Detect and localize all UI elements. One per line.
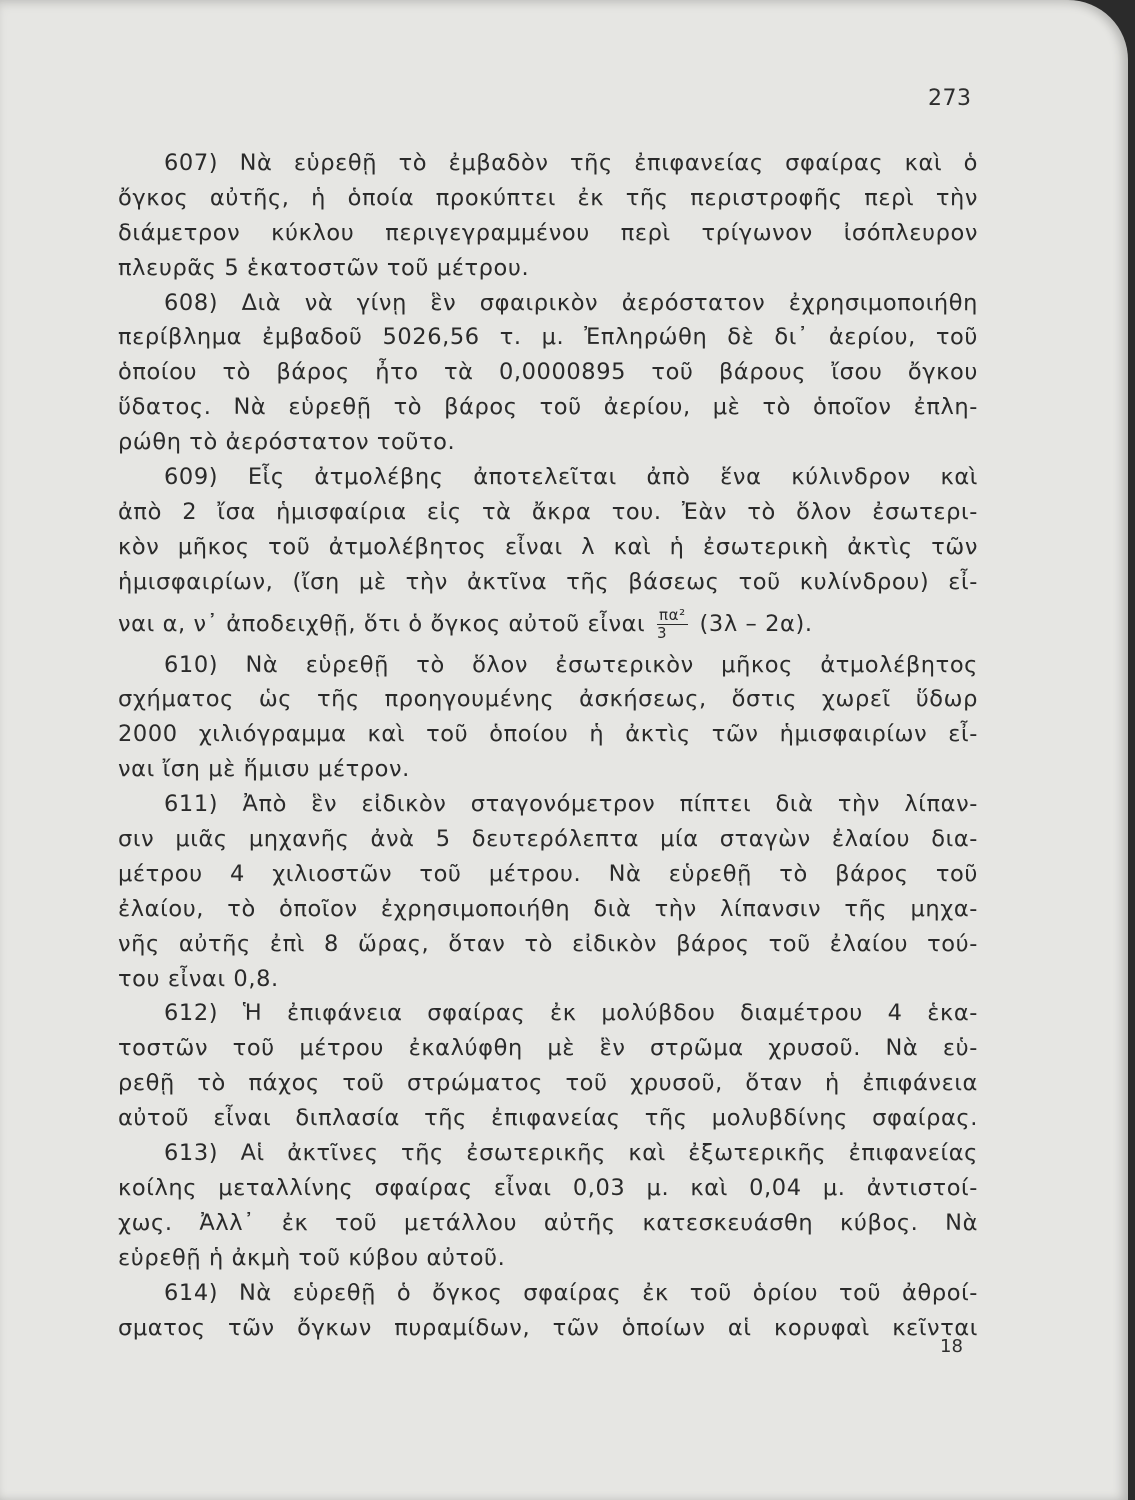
page-number: 273 — [928, 86, 972, 111]
text-line: 614) Νὰ εὑρεθῇ ὁ ὄγκος σφαίρας ἐκ τοῦ ὁρίου τοῦ ἀθροί- — [164, 1279, 978, 1306]
printer-signature-mark: 18 — [940, 1336, 963, 1357]
formula-tail: (3λ – 2α). — [699, 610, 813, 637]
page-body-text — [118, 146, 978, 1345]
text-line: κὸν μῆκος τοῦ ἀτμολέβητος εἶναι λ καὶ ἡ ἐσωτερικὴ ἀκτὶς τῶν — [118, 533, 978, 560]
fraction-denominator: 3 — [657, 624, 668, 643]
text-line: τοστῶν τοῦ μέτρου ἐκαλύφθη μὲ ἓν στρῶμα χρυσοῦ. Νὰ εὑ- — [118, 1035, 978, 1062]
text-line: ὁποίου τὸ βάρος ἦτο τὰ 0,0000895 τοῦ βάρους ἴσου ὄγκου — [118, 359, 978, 386]
text-line: 2000 χιλιόγραμμα καὶ τοῦ ὁποίου ἡ ἀκτὶς τῶν ἡμισφαιρίων εἶ- — [118, 721, 978, 748]
text-line: σματος τῶν ὄγκων πυραμίδων, τῶν ὁποίων αἱ κορυφαὶ κεῖνται — [118, 1314, 978, 1341]
text-line: 607) Νὰ εὑρεθῇ τὸ ἐμβαδὸν τῆς ἐπιφανείας σφαίρας καὶ ὁ — [164, 150, 978, 176]
text-line: 609) Εἷς ἀτμολέβης ἀποτελεῖται ἀπὸ ἕνα κύλινδρον καὶ — [164, 464, 978, 491]
fraction-numerator: πα² — [659, 606, 686, 625]
formula-line — [118, 600, 978, 648]
text-line: νῆς αὐτῆς ἐπὶ 8 ὥρας, ὅταν τὸ εἰδικὸν βάρος τοῦ ἐλαίου τού- — [118, 930, 978, 957]
text-line: περίβλημα ἐμβαδοῦ 5026,56 τ. μ. Ἐπληρώθη δὲ δι᾿ ἀερίου, τοῦ — [118, 324, 978, 351]
text-line: 612) Ἡ ἐπιφάνεια σφαίρας ἐκ μολύβδου διαμέτρου 4 ἑκα- — [164, 1000, 978, 1027]
text-line: του εἶναι 0,8. — [118, 965, 279, 992]
text-line: 613) Αἱ ἀκτῖνες τῆς ἐσωτερικῆς καὶ ἐξωτερικῆς ἐπιφανείας — [164, 1140, 978, 1167]
text-line: 608) Διὰ νὰ γίνῃ ἓν σφαιρικὸν ἀερόστατον ἐχρησιμοποιήθη — [164, 289, 978, 316]
text-line: μέτρου 4 χιλιοστῶν τοῦ μέτρου. Νὰ εὑρεθῇ τὸ βάρος τοῦ — [118, 860, 978, 887]
fraction — [657, 607, 688, 641]
text-line: χως. Ἀλλ᾿ ἐκ τοῦ μετάλλου αὐτῆς κατεσκευάσθη κύβος. Νὰ — [118, 1209, 978, 1236]
formula-lead-text: ναι α, ν᾿ ἀποδειχθῇ, ὅτι ὁ ὄγκος αὐτοῦ εἶναι — [118, 610, 646, 637]
text-line: σχήματος ὡς τῆς προηγουμένης ἀσκήσεως, ὅστις χωρεῖ ὕδωρ — [118, 686, 978, 713]
text-line: ἡμισφαιρίων, (ἴση μὲ τὴν ἀκτῖνα τῆς βάσεως τοῦ κυλίνδρου) εἶ- — [118, 568, 978, 595]
text-line: 611) Ἀπὸ ἓν εἰδικὸν σταγονόμετρον πίπτει διὰ τὴν λίπαν- — [164, 791, 978, 818]
text-line: πλευρᾶς 5 ἑκατοστῶν τοῦ μέτρου. — [118, 254, 530, 281]
text-line: αὐτοῦ εἶναι διπλασία τῆς ἐπιφανείας τῆς μολυβδίνης σφαίρας. — [118, 1105, 978, 1132]
text-line: κοίλης μεταλλίνης σφαίρας εἶναι 0,03 μ. καὶ 0,04 μ. ἀντιστοί- — [118, 1174, 978, 1201]
text-line: ἐλαίου, τὸ ὁποῖον ἐχρησιμοποιήθη διὰ τὴν λίπανσιν τῆς μηχα- — [118, 895, 978, 922]
text-line: 610) Νὰ εὑρεθῇ τὸ ὅλον ἐσωτερικὸν μῆκος ἀτμολέβητος — [164, 651, 978, 678]
text-line: ρεθῇ τὸ πάχος τοῦ στρώματος τοῦ χρυσοῦ, ὅταν ἡ ἐπιφάνεια — [118, 1070, 978, 1097]
text-line: ὄγκος αὐτῆς, ἡ ὁποία προκύπτει ἐκ τῆς περιστροφῆς περὶ τὴν — [118, 184, 978, 211]
text-line: ρώθη τὸ ἀερόστατον τοῦτο. — [118, 429, 456, 456]
text-line: σιν μιᾶς μηχανῆς ἀνὰ 5 δευτερόλεπτα μία σταγὼν ἐλαίου δια- — [118, 826, 978, 853]
text-line: ναι ἴση μὲ ἥμισυ μέτρον. — [118, 756, 410, 783]
text-line: ἀπὸ 2 ἴσα ἡμισφαίρια εἰς τὰ ἄκρα του. Ἐὰν τὸ ὅλον ἐσωτερι- — [118, 498, 978, 525]
text-line: διάμετρον κύκλου περιγεγραμμένου περὶ τρίγωνον ἰσόπλευρον — [118, 219, 978, 246]
text-line: εὑρεθῇ ἡ ἀκμὴ τοῦ κύβου αὐτοῦ. — [118, 1244, 506, 1271]
text-line: ὕδατος. Νὰ εὑρεθῇ τὸ βάρος τοῦ ἀερίου, μὲ τὸ ὁποῖον ἐπλη- — [118, 394, 978, 421]
